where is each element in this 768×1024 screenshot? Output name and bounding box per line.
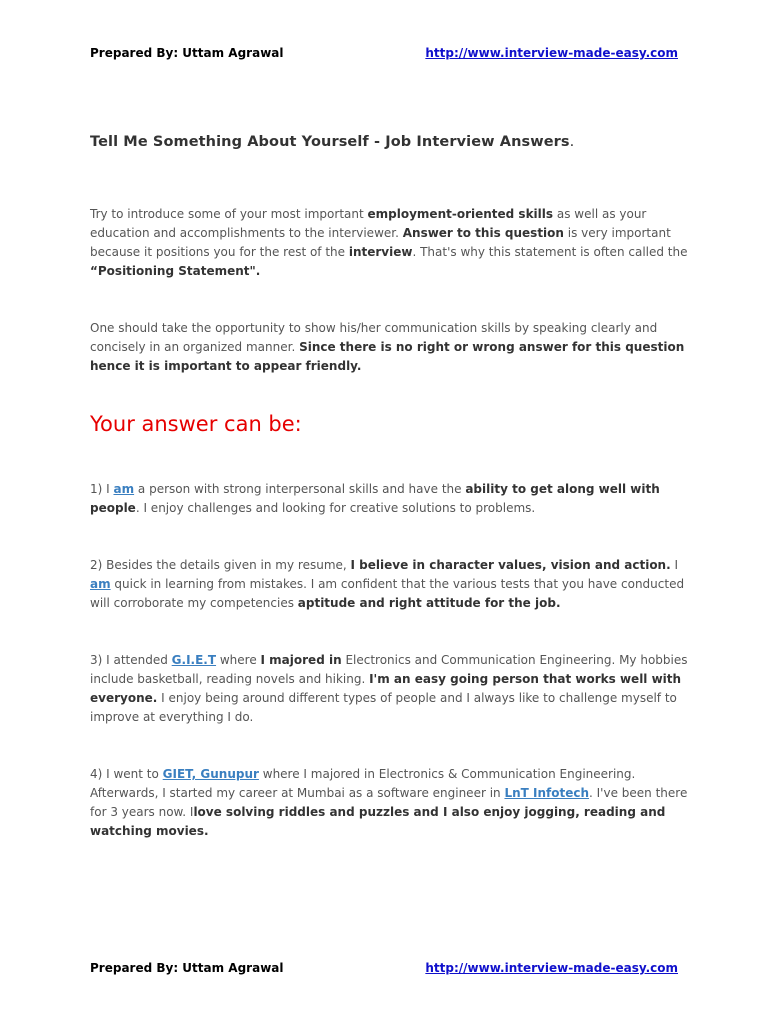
intro-paragraph-1: Try to introduce some of your most important employment-oriented skills as well as your education and accomplishments to the interviewer. Answer to this question is very important because it positions you for the rest of the interview. That's why this statement is often called the “Positioning Statement". — [90, 207, 688, 278]
footer-author: Prepared By: Uttam Agrawal — [90, 961, 284, 975]
answer-1: 1) I am a person with strong interpersonal skills and have the ability to get along well with people. I enjoy challenges and looking for creative solutions to problems. — [90, 482, 660, 515]
answer-4-link-giet-gunupur[interactable]: GIET, Gunupur — [162, 767, 259, 781]
answer-4-link-lnt-infotech[interactable]: LnT Infotech — [504, 786, 590, 800]
header-author: Prepared By: Uttam Agrawal — [90, 46, 284, 60]
header-url-link[interactable]: http://www.interview-made-easy.com — [425, 46, 678, 60]
document-title — [90, 134, 690, 150]
page-header — [90, 46, 678, 60]
answer-1-link-am[interactable]: am — [113, 482, 135, 496]
answer-2-link-am[interactable]: am — [90, 577, 111, 591]
title-period: . — [569, 134, 575, 150]
answers-heading: Your answer can be: — [90, 412, 302, 436]
answer-3-link-giet[interactable]: G.I.E.T — [171, 653, 217, 667]
page-footer — [90, 961, 678, 975]
answer-2: 2) Besides the details given in my resume, I believe in character values, vision and action. I am quick in learning from mistakes. I am confident that the various tests that you have conducted will corroborate my competencies aptitude and right attitude for the job. — [90, 558, 685, 610]
answer-4: 4) I went to GIET, Gunupur where I majored in Electronics & Communication Engineering. Afterwards, I started my career at Mumbai as a software engineer in LnT Infotech. I've been there for 3 years now. Ilove solving riddles and puzzles and I also enjoy jogging, reading and watching movies. — [90, 767, 688, 838]
intro-paragraph-2: One should take the opportunity to show his/her communication skills by speaking clearly and concisely in an organized manner. Since there is no right or wrong answer for this question hence it is important to appear friendly. — [90, 321, 685, 373]
title-text: Tell Me Something About Yourself - Job Interview Answers — [90, 134, 570, 150]
footer-url-link[interactable]: http://www.interview-made-easy.com — [425, 961, 678, 975]
answer-3: 3) I attended G.I.E.T where I majored in Electronics and Communication Engineering. My hobbies include basketball, reading novels and hiking. I'm an easy going person that works well with everyone. I enjoy being around different types of people and I always like to challenge myself to improve at everything I do. — [90, 653, 688, 724]
